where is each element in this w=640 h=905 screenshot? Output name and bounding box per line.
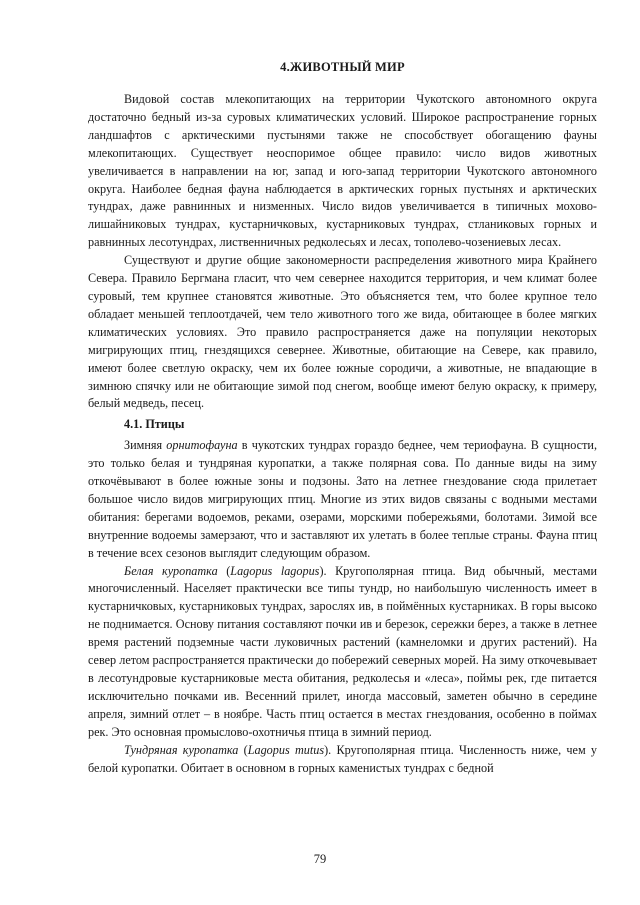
paragraph-rock-ptarmigan: Тундряная куропатка (Lagopus mutus). Кругополярная птица. Численность ниже, чем у белой куропатки. Обитает в основном в горных каменистых тундрах с бедной — [88, 742, 598, 775]
text-run: в чукотских тундрах гораздо беднее, чем териофауна. В сущности, это только белая и тундряная куропатки, а также полярная сова. По данные виды на зиму откочёвывают в более южные зоны и подзоны. Зато на летнее гнездование сюда прилетает большое число видов мигрирующих птиц. Многие из этих видов связаны с водными местами обитания: берегами водоемов, реками, озерами, морскими побережьями, болотами. Зимой все внутренние водоемы замерзают, что и заставляют их улетать в более теплые страны. Фауна птиц в течение всех сезонов выглядит следующим образом. — [88, 438, 597, 560]
paragraph-bergmann-rule: Существуют и другие общие закономерности распределения животного мира Крайнего Севера. Правило Бергмана гласит, что чем севернее находится территория, и чем климат более суровый, тем крупнее становятся животные. Это объясняется тем, что более крупное тело обладает меньшей теплоотдачей, чем тело животного того же вида, обитающее в более мягких климатических условиях. Это правило распространяется даже на популяции некоторых мигрирующих птиц, гнездящихся севернее. Животные, обитающие на Севере, как правило, имеют более светлую окраску, чем их более южные сородичи, а животные, не впадающие в зимнюю спячку или не обитающие зимой под снегом, вообще имеют белую окраску, к примеру, белый медведь, песец. — [88, 253, 597, 411]
species-name: Тундряная куропатка — [124, 742, 239, 757]
paragraph-mammals-composition: Видовой состав млекопитающих на территории Чукотского автономного округа достаточно бедный из-за суровых климатических условий. Широкое распространение горных ландшафтов с арктическими пустынями также не способствует обогащению фауны млекопитающих. Существует неоспоримое общее правило: число видов животных увеличивается в направлении на юг, запад и юго-запад территории Чукотского автономного округа. Наиболее бедная фауна наблюдается в арктических горных пустынях и арктических тундрах, даже равнинных и низменных. Число видов увеличивается в типичных мохово-лишайниковых тундрах, кустарничковых, кустарниковых тундрах, стланиковых горных и равнинных лесотундрах, лиственничных редколесьях и лесах, тополево-чозениевых лесах. — [88, 92, 597, 250]
text-run: Зимняя — [124, 438, 167, 453]
species-description: . Кругополярная птица. Вид обычный, местами многочисленный. Населяет практически все типы тундр, но наибольшую численность имеет в кустарничковых, кустарниковых тундрах, зарослях ив, в поймённых кустарниках. В горы высоко не поднимается. Основу питания составляют почки ив и березок, сережки берез, а также в летнее время растений подземные части луковичных растений (камнеломки и других растений). На север летом распространяется практически до побережий северных морей. На зиму откочевывает в лесотундровые кустарниковые места обитания, редколесья и «леса», поймы рек, где питается исключительно почками ив. Весенний прилет, иногда массовый, заметен обычно в середине апреля, зимний отлет – в ноябре. Часть птиц остается в местах гнездования, особенно в поймах рек. Это основная промыслово-охотничья птица в зимний период. — [88, 563, 598, 739]
term-avifauna: орнитофауна — [166, 438, 238, 453]
species-description: ). Кругополярная птица. Численность ниже, чем у белой куропатки. Обитает в основном в горных каменистых тундрах с бедной — [88, 742, 598, 775]
chapter-title: 4.ЖИВОТНЫЙ МИР — [280, 60, 405, 74]
paragraph-winter-avifauna — [88, 437, 597, 562]
page-number: 79 — [313, 852, 327, 866]
document-page — [88, 60, 597, 777]
species-name: Белая куропатка — [124, 563, 218, 578]
paragraph-willow-ptarmigan: Белая куропатка (Lagopus lagopus). Кругополярная птица. Вид обычный, местами многочисленный. Населяет практически все типы тундр, но наибольшую численность имеет в кустарничковых, кустарниковых тундрах, зарослях ив, в поймённых кустарниках. В горы высоко не поднимается. Основу питания составляют почки ив и березок, сережки берез, а также в летнее время растений подземные части луковичных растений (камнеломки и других растений). На север летом распространяется практически до побережий северных морей. На зиму откочевывает в лесотундровые кустарниковые места обитания, редколесья и «леса», поймы рек, где питается исключительно почками ив. Весенний прилет, иногда массовый, заметен обычно в середине апреля, зимний отлет – в ноябре. Часть птиц остается в местах гнездования, особенно в поймах рек. Это основная промыслово-охотничья птица в зимний период. — [88, 563, 598, 739]
latin-name: Lagopus lagopus — [230, 563, 320, 578]
latin-name: Lagopus mutus — [247, 742, 325, 757]
section-heading-birds: 4.1. Птицы — [124, 417, 185, 432]
